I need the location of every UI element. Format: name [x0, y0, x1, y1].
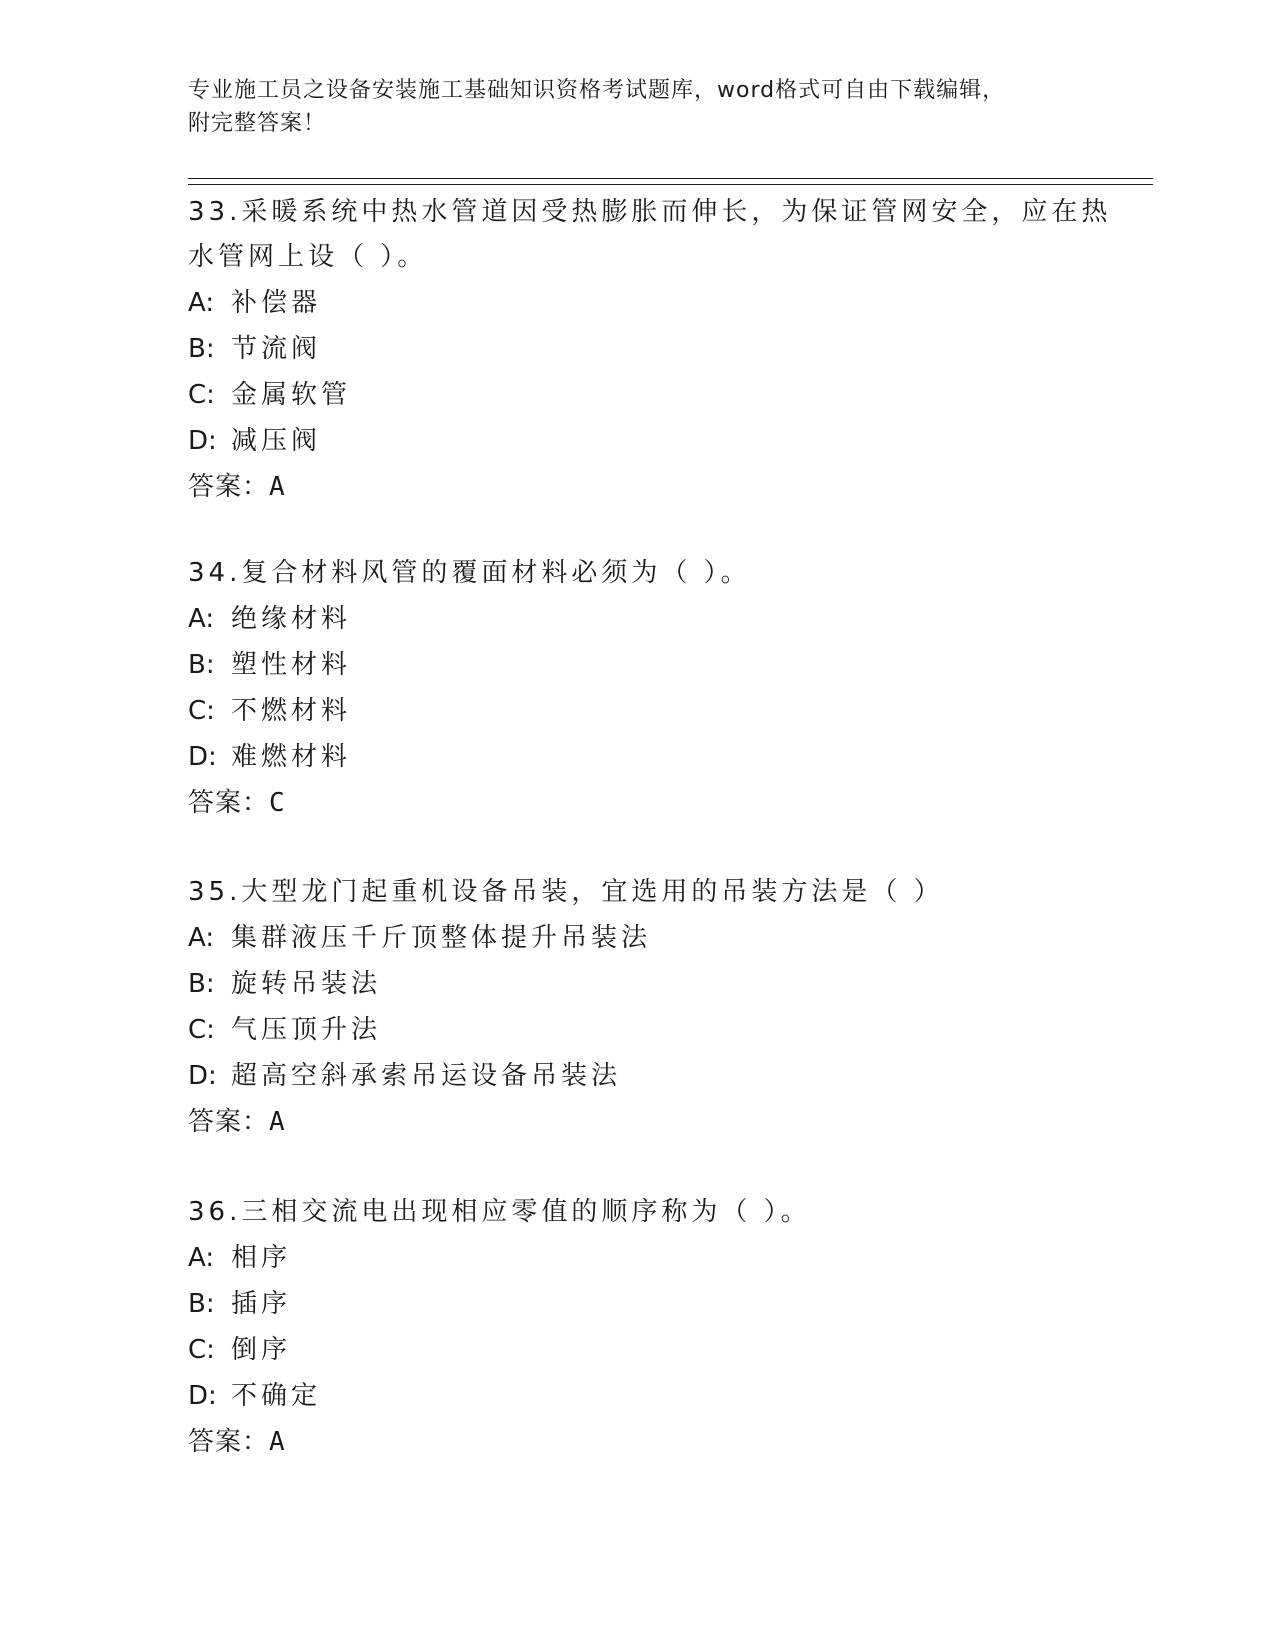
option-text: 气压顶升法: [231, 1015, 382, 1045]
option-d: [188, 1053, 1088, 1099]
option-text: 节流阀: [231, 334, 322, 364]
answer-value: C: [269, 788, 286, 818]
option-b: [188, 961, 1088, 1007]
question-33: [188, 190, 1112, 510]
option-letter: B:: [188, 334, 215, 364]
option-c: [188, 372, 1088, 418]
option-text: 减压阀: [231, 426, 322, 456]
option-a: [188, 280, 1088, 326]
question-stem-line: 35.大型龙门起重机设备吊装，宜选用的吊装方法是（ ）: [188, 877, 944, 907]
option-text: 绝缘材料: [231, 604, 352, 634]
answer: [188, 780, 1088, 826]
option-letter: C:: [188, 696, 215, 726]
option-text: 不确定: [231, 1381, 322, 1411]
option-text: 插序: [231, 1289, 292, 1319]
option-letter: D:: [188, 426, 217, 456]
option-letter: B:: [188, 969, 215, 999]
option-letter: B:: [188, 650, 215, 680]
header-line-1: 专业施工员之设备安装施工基础知识资格考试题库，word格式可自由下载编辑，: [188, 78, 1006, 103]
answer: [188, 1419, 1088, 1465]
option-letter: D:: [188, 1381, 217, 1411]
option-text: 超高空斜承索吊运设备吊装法: [231, 1061, 622, 1091]
option-text: 旋转吊装法: [231, 969, 382, 999]
option-a: [188, 1235, 1088, 1281]
option-letter: A:: [188, 1243, 215, 1273]
question-35: [188, 870, 1088, 1145]
question-stem-line: 34.复合材料风管的覆面材料必须为（ ）。: [188, 558, 751, 588]
question-36: [188, 1190, 1088, 1465]
option-d: [188, 734, 1088, 780]
option-c: [188, 1327, 1088, 1373]
option-text: 倒序: [231, 1335, 292, 1365]
option-a: [188, 596, 1088, 642]
answer-value: A: [269, 1427, 286, 1457]
option-text: 相序: [231, 1243, 292, 1273]
option-letter: C:: [188, 1015, 215, 1045]
answer-label: 答案：: [188, 1427, 270, 1457]
option-a: [188, 915, 1088, 961]
option-b: [188, 326, 1088, 372]
option-b: [188, 1281, 1088, 1327]
answer: [188, 1099, 1088, 1145]
answer-label: 答案：: [188, 1107, 270, 1137]
option-text: 不燃材料: [231, 696, 352, 726]
answer-value: A: [269, 472, 286, 502]
question-stem-line: 33.采暖系统中热水管道因受热膨胀而伸长，为保证管网安全，应在热: [188, 197, 1112, 227]
option-letter: B:: [188, 1289, 215, 1319]
header-divider-bottom: [188, 184, 1153, 185]
answer-label: 答案：: [188, 472, 270, 502]
option-text: 塑性材料: [231, 650, 352, 680]
option-text: 集群液压千斤顶整体提升吊装法: [231, 923, 652, 953]
option-text: 补偿器: [231, 288, 322, 318]
option-c: [188, 1007, 1088, 1053]
option-letter: A:: [188, 923, 215, 953]
answer-value: A: [269, 1107, 286, 1137]
option-text: 金属软管: [231, 380, 352, 410]
question-stem-line: 36.三相交流电出现相应零值的顺序称为（ ）。: [188, 1197, 811, 1227]
question-34: [188, 551, 1088, 826]
document-header: [188, 74, 1088, 140]
option-letter: A:: [188, 604, 215, 634]
header-divider-top: [188, 178, 1153, 179]
option-d: [188, 418, 1088, 464]
option-b: [188, 642, 1088, 688]
option-letter: D:: [188, 1061, 217, 1091]
answer: [188, 464, 1088, 510]
option-d: [188, 1373, 1088, 1419]
header-line-2: 附完整答案！: [188, 111, 327, 136]
option-letter: D:: [188, 742, 217, 772]
option-letter: A:: [188, 288, 215, 318]
question-stem-line: 水管网上设（ ）。: [188, 242, 428, 272]
option-letter: C:: [188, 380, 215, 410]
option-c: [188, 688, 1088, 734]
option-text: 难燃材料: [231, 742, 352, 772]
option-letter: C:: [188, 1335, 215, 1365]
answer-label: 答案：: [188, 788, 270, 818]
